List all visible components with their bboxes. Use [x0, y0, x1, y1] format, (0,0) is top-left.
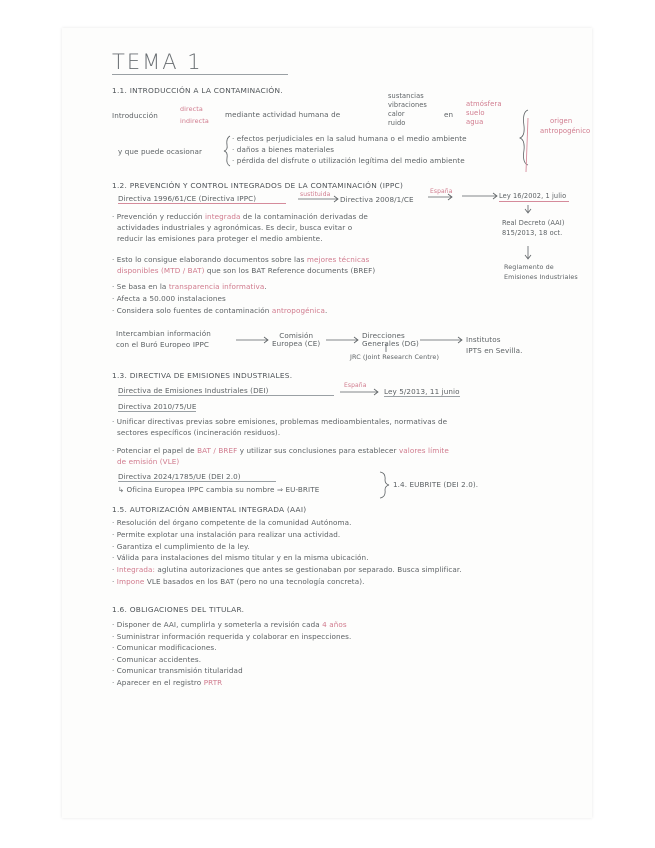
substances-list: sustancias vibraciones calor ruido: [388, 92, 427, 127]
section-heading-1-1: 1.1. INTRODUCCIÓN A LA CONTAMINACIÓN.: [112, 86, 283, 95]
s6-list: · Disponer de AAI, cumplirla y someterla a revisión cada 4 años · Suministrar información requerida y colaborar en inspecciones. · Comunicar modificaciones. · Comunicar accidentes. · Comunicar transmisión titularidad · Aparecer en el registro PRTR: [112, 620, 352, 687]
s2-bullets: · Prevención y reducción integrada de la contaminación derivadas de actividades industriales y agronómicas. Es decir, busca evitar o reducir las emisiones para proteger el medio ambiente.: [112, 212, 368, 244]
oficina-text: ↳ Oficina Europea IPPC cambia su nombre ⇒ EU-BRITE: [118, 485, 320, 494]
section-heading-1-6: 1.6. OBLIGACIONES DEL TITULAR.: [112, 605, 245, 614]
real-decreto: Real Decreto (AAI) 815/2013, 18 oct.: [502, 219, 565, 237]
en-label: en: [444, 110, 454, 119]
effects-list: · efectos perjudiciales en la salud humana o el medio ambiente · daños a bienes materiales · pérdida del disfrute o utilización legítima del medio ambiente: [232, 134, 467, 165]
section-heading-1-3: 1.3. DIRECTIVA DE EMISIONES INDUSTRIALES.: [112, 371, 293, 380]
page-title: TEMA 1: [112, 50, 203, 74]
origin-label: origen antropogénico: [540, 117, 591, 135]
section-heading-1-2: 1.2. PREVENCIÓN Y CONTROL INTEGRADOS DE LA CONTAMINACIÓN (IPPC): [112, 181, 404, 190]
s5-list: · Resolución del órgano competente de la comunidad Autónoma. · Permite explotar una instalación para realizar una actividad. · Garantiza el cumplimiento de la ley. · Válida para instalaciones del mismo titular y en la misma ubicación. · Integrada: aglutina autorizaciones que antes se gestionaban por separado. Busca simplificar. · Impone VLE basados en los BAT (pero no una tecnología concreta).: [112, 518, 462, 586]
flow-direcciones: Direcciones Generales (DG): [362, 331, 419, 348]
reglamento: Reglamento de Emisiones Industriales: [504, 263, 578, 281]
s3-bullets: · Unificar directivas previas sobre emisiones, problemas medioambientales, normativas de sectores específicos (incineración residuos).: [112, 417, 448, 437]
directiva-2024: Directiva 2024/1785/UE (DEI 2.0): [118, 472, 241, 481]
directiva-2008: Directiva 2008/1/CE: [340, 195, 414, 204]
puede-label: y que puede ocasionar: [118, 147, 203, 156]
s2-bullets-extra: · Se basa en la transparencia informativa. · Afecta a 50.000 instalaciones · Considera solo fuentes de contaminación antropogénica.: [112, 282, 328, 315]
flow-institutos: Institutos IPTS en Sevilla.: [466, 335, 523, 355]
flow-start: Intercambian información con el Buró Europeo IPPC: [116, 329, 211, 349]
directiva-1996: Directiva 1996/61/CE (Directiva IPPC): [118, 194, 257, 203]
flow-comision: Comisión Europea (CE): [272, 331, 321, 348]
sustituye-label: sustituida: [300, 191, 331, 198]
espana-label-2: España: [344, 382, 367, 389]
potenciar-text: · Potenciar el papel de BAT / BREF y utilizar sus conclusiones para establecer valores límite: [112, 446, 449, 455]
directiva-dei: Directiva de Emisiones Industriales (DEI): [118, 386, 269, 395]
intro-label: Introducción: [112, 111, 158, 120]
s2-bullets-bref: · Esto lo consigue elaborando documentos sobre las mejores técnicas disponibles (MTD / BAT) que son los BAT Reference documents (BREF): [112, 255, 376, 276]
indirecto-label: indirecta: [180, 117, 209, 125]
mediante-text: mediante actividad humana de: [225, 110, 341, 119]
media-list: atmósfera suelo agua: [466, 100, 502, 126]
espana-label: España: [430, 188, 453, 195]
section-heading-1-5: 1.5. AUTORIZACIÓN AMBIENTAL INTEGRADA (AAI): [112, 505, 307, 514]
directiva-2010: Directiva 2010/75/UE: [118, 402, 197, 411]
directo-label: directa: [180, 105, 203, 113]
ley-16-2002: Ley 16/2002, 1 julio: [499, 192, 567, 200]
vle-text: de emisión (VLE): [117, 457, 180, 466]
eubrite-heading: 1.4. EUBRITE (DEI 2.0).: [393, 480, 479, 489]
ley-5-2013: Ley 5/2013, 11 junio: [384, 387, 460, 396]
flow-jrc: JRC (Joint Research Centre): [350, 353, 440, 361]
